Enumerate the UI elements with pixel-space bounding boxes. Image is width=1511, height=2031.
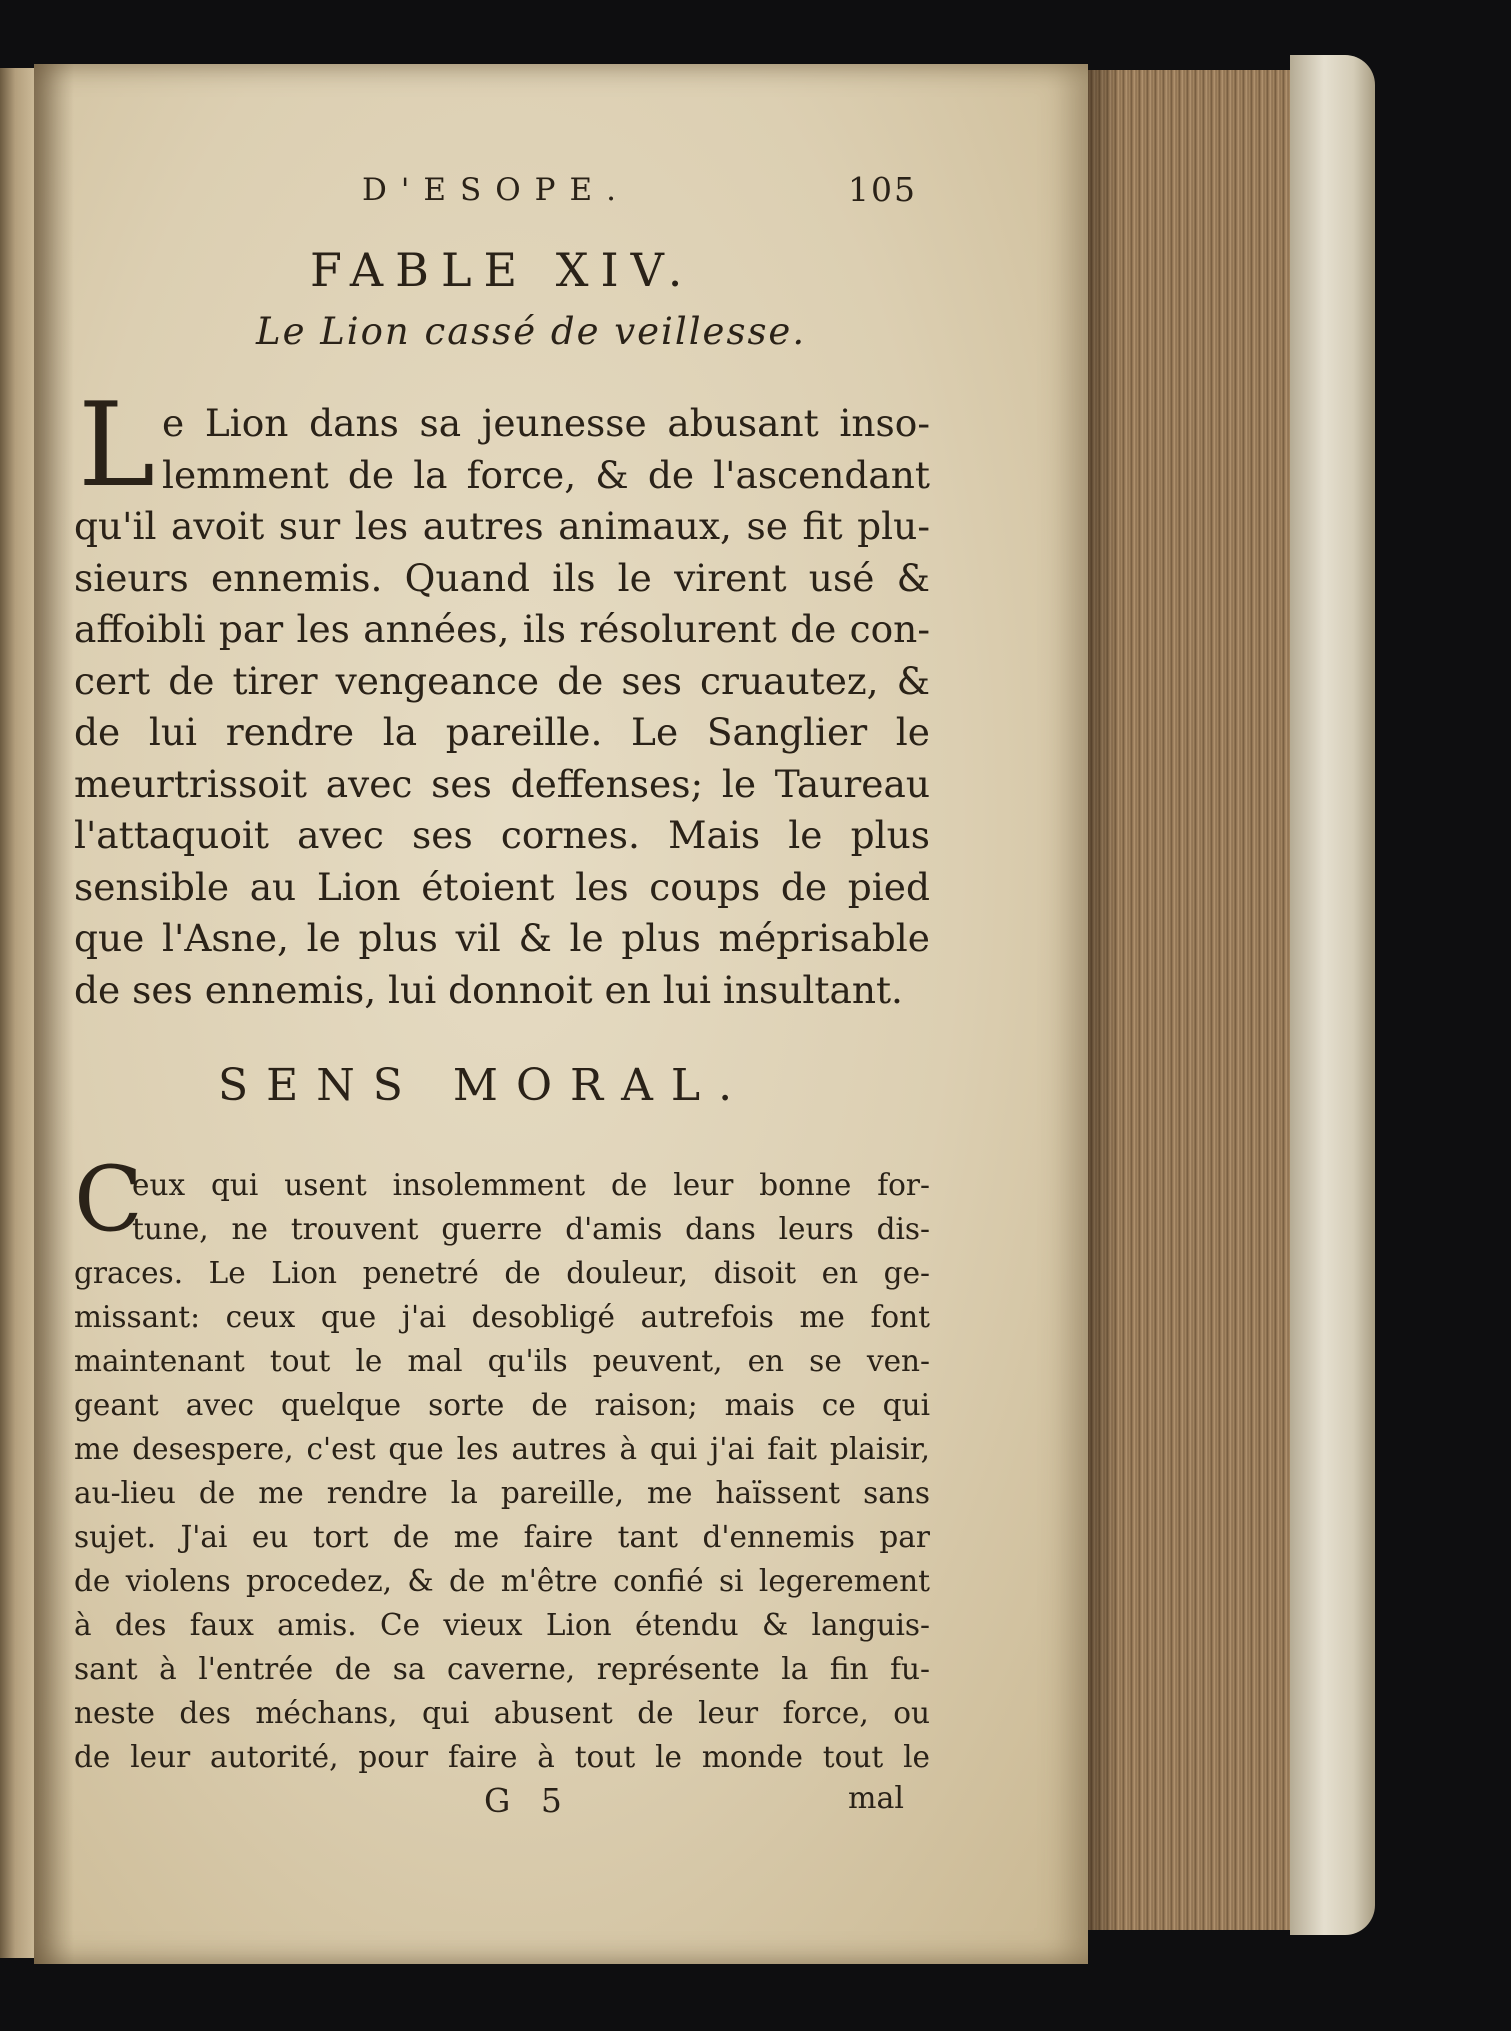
catchword: mal (848, 1781, 904, 1816)
moral-line: geant avec quelque sorte de raison; mais ce qui (74, 1388, 930, 1422)
page-number: 105 (848, 170, 917, 209)
moral-line: missant: ceux que j'ai desobligé autrefois me font (74, 1300, 930, 1334)
vellum-binding (1290, 55, 1375, 1935)
moral-line: de violens procedez, & de m'être confié si legerement (74, 1564, 930, 1598)
moral-line: tune, ne trouvent guerre d'amis dans leurs dis- (132, 1212, 930, 1246)
fable-line: l'attaquoit avec ses cornes. Mais le plus (74, 813, 930, 857)
fable-line: affoibli par les années, ils résolurent de con- (74, 607, 930, 651)
moral-line: eux qui usent insolemment de leur bonne for- (132, 1168, 930, 1202)
moral-line: sant à l'entrée de sa caverne, représente la fin fu- (74, 1652, 930, 1686)
fable-dropcap: L (78, 378, 156, 513)
fable-line: qu'il avoit sur les autres animaux, se fit plu- (74, 504, 930, 548)
moral-line: sujet. J'ai eu tort de me faire tant d'ennemis par (74, 1520, 930, 1554)
moral-line: maintenant tout le mal qu'ils peuvent, en se ven- (74, 1344, 930, 1378)
fable-title: FABLE XIV. (310, 243, 695, 297)
running-head: D'ESOPE. (362, 172, 630, 208)
fable-line: cert de tirer vengeance de ses cruautez, & (74, 658, 930, 703)
moral-line: de leur autorité, pour faire à tout le monde tout le (74, 1740, 930, 1774)
moral-line: graces. Le Lion penetré de douleur, disoit en ge- (74, 1256, 930, 1290)
moral-line: à des faux amis. Ce vieux Lion étendu & languis- (74, 1608, 930, 1642)
fable-body (74, 378, 930, 1016)
moral-line: neste des méchans, qui abusent de leur force, ou (74, 1696, 930, 1730)
left-facing-page-edge (0, 68, 34, 1958)
moral-body (74, 1163, 930, 1779)
fable-line: meurtrissoit avec ses deffenses; le Taureau (74, 761, 930, 806)
gutter-shade (34, 64, 74, 1964)
fable-line: e Lion dans sa jeunesse abusant inso- (162, 401, 930, 445)
moral-dropcap: C (74, 1147, 143, 1252)
fable-subtitle: Le Lion cassé de veillesse. (256, 310, 807, 353)
moral-title: SENS MORAL. (218, 1060, 751, 1111)
moral-line: me desespere, c'est que les autres à qui j'ai fait plaisir, (74, 1432, 930, 1466)
fable-line: sensible au Lion étoient les coups de pied (74, 864, 930, 909)
moral-line: au-lieu de me rendre la pareille, me haïssent sans (74, 1476, 930, 1510)
fable-line: de lui rendre la pareille. Le Sanglier le (74, 710, 930, 754)
signature-mark: G 5 (484, 1781, 572, 1820)
fable-line: sieurs ennemis. Quand ils le virent usé & (74, 555, 930, 600)
fable-line: lemment de la force, & de l'ascendant (162, 452, 930, 497)
fable-line: de ses ennemis, lui donnoit en lui insultant. (74, 967, 903, 1012)
fable-line: que l'Asne, le plus vil & le plus méprisable (74, 916, 930, 960)
